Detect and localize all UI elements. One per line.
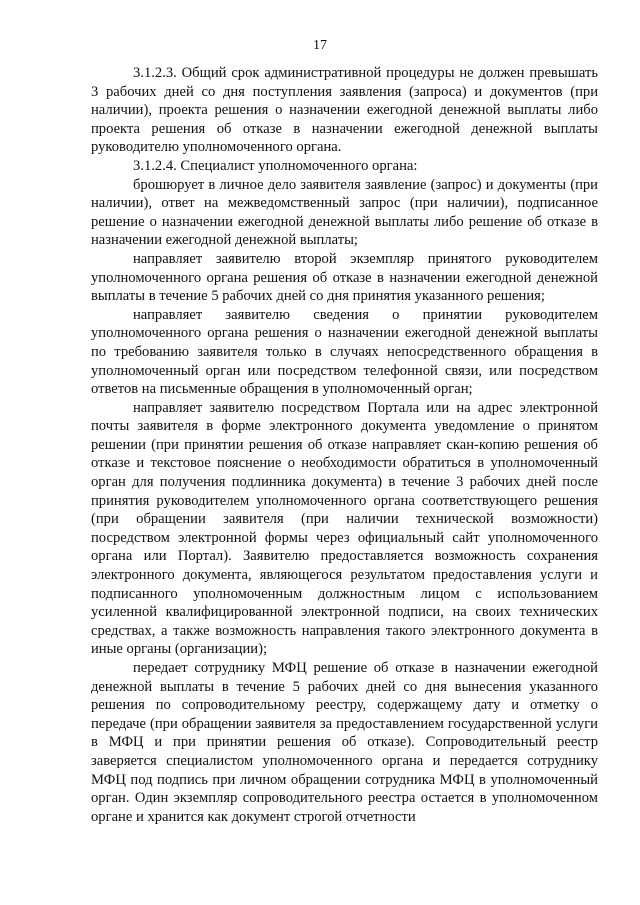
paragraph-portal-notification: направляет заявителю посредством Портала или на адрес электронной почты заявителя в форме электронного документа уведомление о принятом решении (при принятии решения об отказе направляет скан-копию решения об отказе и текстовое пояснение о необходимости обратиться в уполномоченный орган для получения подлинника документа) в течение 3 рабочих дней после принятия руководителем уполномоченного органа соответствующего решения (при обращении заявителя (при наличии технической возможности) посредством электронной формы через официальный сайт уполномоченного органа или Портал). Заявителю предоставляется возможность сохранения электронного документа, являющегося результатом предоставления услуги и подписанного уполномоченным должностным лицом с использованием усиленной квалифицированной электронной подписи, на своих технических средствах, а также возможность направления такого электронного документа в иные органы (организации); bbox=[91, 399, 598, 658]
paragraph-3-1-2-4: 3.1.2.4. Специалист уполномоченного органа: bbox=[133, 157, 418, 174]
paragraph-file-documents: брошюрует в личное дело заявителя заявление (запрос) и документы (при наличии), ответ на межведомственный запрос (при наличии), подписанное решение о назначении ежегодной денежной выплаты либо решение об отказе в назначении ежегодной денежной выплаты; bbox=[91, 176, 598, 249]
paragraph-send-refusal-copy: направляет заявителю второй экземпляр принятого руководителем уполномоченного органа решения об отказе в назначении ежегодной денежной выплаты в течение 5 рабочих дней со дня принятия указанного решения; bbox=[91, 250, 598, 305]
paragraph-send-decision-info: направляет заявителю сведения о принятии руководителем уполномоченного органа решения о назначении ежегодной денежной выплаты по требованию заявителя только в случаях непосредственного обращения в уполномоченный орган или посредством телефонной связи, или посредством ответов на письменные обращения в уполномоченный орган; bbox=[91, 306, 598, 398]
paragraph-3-1-2-3: 3.1.2.3. Общий срок административной процедуры не должен превышать 3 рабочих дней со дня поступления заявления (запроса) и документов (при наличии), проекта решения о назначении ежегодной денежной выплаты либо проекта решения об отказе в назначении ежегодной денежной выплаты руководителю уполномоченного органа. bbox=[91, 65, 598, 156]
paragraph-transfer-to-mfc: передает сотруднику МФЦ решение об отказе в назначении ежегодной денежной выплаты в течение 5 рабочих дней со дня вынесения указанного решения по сопроводительному реестру, содержащему дату и отметку о передаче (при обращении заявителя за предоставлением государственной услуги в МФЦ и при принятии решения об отказе). Сопроводительный реестр заверяется специалистом уполномоченного органа и передается сотруднику МФЦ под подпись при личном обращении сотрудника МФЦ в уполномоченный орган. Один экземпляр сопроводительного реестра остается в уполномоченном органе и хранится как документ строгой отчетности bbox=[91, 660, 598, 825]
document-body bbox=[91, 64, 598, 826]
page-number: 17 bbox=[313, 38, 327, 53]
